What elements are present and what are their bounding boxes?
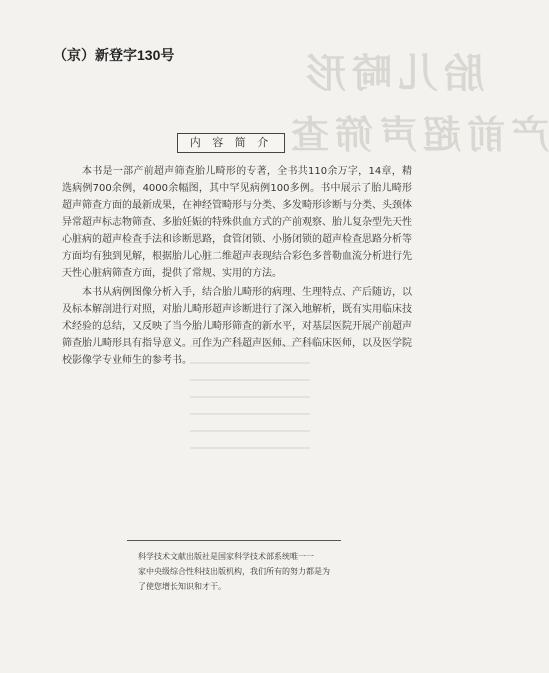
publisher-divider (127, 540, 341, 541)
summary-body (62, 163, 412, 371)
bleed-through-title-1: 胎儿畸形 (300, 51, 484, 97)
publisher-line-3: 了使您增长知识和才干。 (138, 582, 226, 591)
publisher-line-2: 家中央级综合性科技出版机构，我们所有的努力都是为 (138, 567, 330, 576)
bleed-through-title-2: 产前超声筛查 (285, 113, 549, 157)
summary-paragraph-1: 本书是一部产前超声筛查胎儿畸形的专著，全书共110余万字，14章，精选病例700余例，4000余幅图，其中罕见病例100多例。书中展示了胎儿畸形超声筛查方面的最新成果，在神经管畸形与分类、多发畸形诊断与分类、头颈体异常超声标志物筛查、多胎妊娠的特殊供血方式的产前观察、胎儿复杂型先天性心脏病的超声检查手法和诊断思路，食管闭锁、小肠闭锁的超声检查思路分析等方面均有独到见解，根据胎儿心脏二维超声表现结合彩色多普勒血流分析进行先天性心脏病筛查方面，提供了常规、实用的方法。 (62, 166, 412, 279)
summary-heading: 内 容 简 介 (177, 133, 285, 153)
publication-license-number: （京）新登字130号 (53, 47, 175, 63)
publisher-line-1: 科学技术文献出版社是国家科学技术部系统唯一一 (138, 552, 314, 561)
summary-paragraph-2: 本书从病例图像分析入手，结合胎儿畸形的病理、生理特点、产后随访，以及标本解剖进行对照，对胎儿畸形超声诊断进行了深入地解析，既有实用临床技术经验的总结，又反映了当今胎儿畸形筛查的新水平，对基层医院开展产前超声筛查胎儿畸形具有指导意义。可作为产科超声医师、产科临床医师，以及医学院校影像学专业师生的参考书。 (62, 287, 412, 366)
publisher-statement (138, 549, 353, 594)
